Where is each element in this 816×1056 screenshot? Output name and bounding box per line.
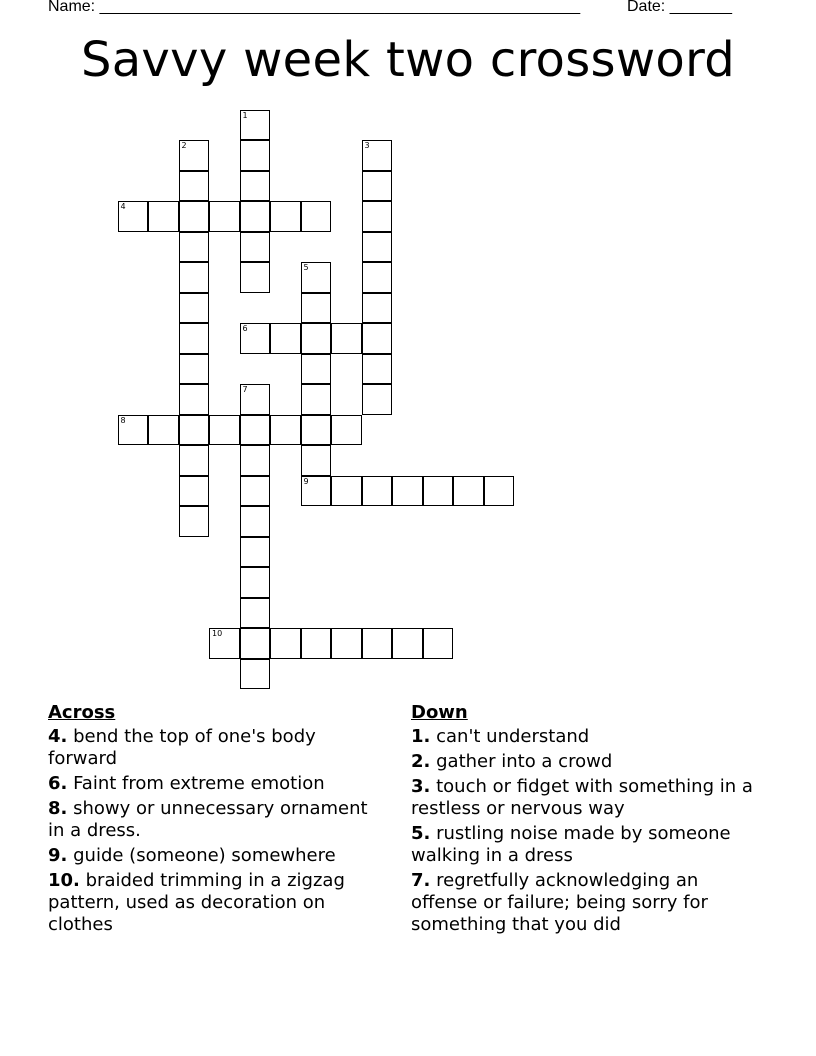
grid-cell[interactable] [209,201,240,232]
grid-cell[interactable] [301,628,332,659]
grid-cell[interactable] [484,476,515,507]
across-clue [48,773,383,795]
clue-number: 5. [411,823,431,844]
clue-number-label: 7 [242,385,248,394]
clue-text: Faint from extreme emotion [73,773,325,794]
grid-cell[interactable] [179,384,210,415]
grid-cell[interactable] [301,384,332,415]
grid-cell[interactable] [392,476,423,507]
clue-text: braided trimming in a zigzag pattern, used as decoration on clothes [48,870,345,935]
clue-text: can't understand [436,726,590,747]
grid-cell[interactable] [301,476,332,507]
clue-text: touch or fidget with something in a restless or nervous way [411,776,753,819]
clue-number-label: 10 [212,629,223,638]
grid-cell[interactable] [240,537,271,568]
grid-cell[interactable] [148,201,179,232]
clue-text: rustling noise made by someone walking in a dress [411,823,731,866]
grid-cell[interactable] [240,140,271,171]
down-clue [411,870,756,936]
clue-number-label: 2 [181,141,187,150]
grid-cell[interactable] [362,354,393,385]
clue-number-label: 9 [303,476,309,486]
across-heading: Across [48,702,116,723]
name-field-line: Name: ______________________________________________________ [48,0,581,15]
grid-cell[interactable] [240,659,271,690]
grid-cell[interactable] [331,628,362,659]
grid-cell[interactable] [179,445,210,476]
clue-text: showy or unnecessary ornament in a dress. [48,798,368,841]
grid-cell[interactable] [179,232,210,263]
down-clue [411,751,756,773]
clue-number-label: 5 [303,263,309,272]
across-clue [48,798,383,842]
grid-cell[interactable] [362,476,393,507]
grid-cell[interactable] [179,293,210,324]
clue-number: 9. [48,845,68,866]
clue-number-label: 3 [364,141,370,150]
across-clue [48,726,383,770]
grid-cell[interactable] [362,323,393,354]
grid-cell[interactable] [392,628,423,659]
grid-cell[interactable] [240,567,271,598]
grid-cell[interactable] [331,415,362,446]
clue-text: guide (someone) somewhere [73,845,336,866]
clue-number-label: 8 [120,415,126,425]
grid-cell[interactable] [331,476,362,507]
clue-number-label: 4 [120,202,126,211]
grid-cell[interactable] [362,201,393,232]
grid-cell[interactable] [270,201,301,232]
grid-cell[interactable] [240,415,271,446]
down-clue [411,776,756,820]
grid-cell[interactable] [362,171,393,202]
clue-number: 1. [411,726,431,747]
grid-cell[interactable] [209,415,240,446]
grid-cell[interactable] [270,323,301,354]
grid-cell[interactable] [240,110,271,141]
grid-cell[interactable] [240,323,271,354]
grid-cell[interactable] [423,476,454,507]
clue-number-label: 6 [242,324,248,333]
grid-cell[interactable] [179,262,210,293]
grid-cell[interactable] [148,415,179,446]
grid-cell[interactable] [301,323,332,354]
grid-cell[interactable] [301,445,332,476]
grid-cell[interactable] [240,262,271,293]
grid-cell[interactable] [240,506,271,537]
grid-cell[interactable] [209,628,240,659]
clue-number: 3. [411,776,431,797]
grid-cell[interactable] [270,628,301,659]
grid-cell[interactable] [301,201,332,232]
grid-cell[interactable] [240,445,271,476]
grid-cell[interactable] [240,628,271,659]
grid-cell[interactable] [179,323,210,354]
across-clues [48,702,383,939]
grid-cell[interactable] [301,262,332,293]
clue-text: gather into a crowd [436,751,613,772]
down-heading: Down [411,702,468,723]
grid-cell[interactable] [240,171,271,202]
grid-cell[interactable] [423,628,454,659]
grid-cell[interactable] [179,415,210,446]
grid-cell[interactable] [179,354,210,385]
grid-cell[interactable] [301,415,332,446]
grid-cell[interactable] [179,506,210,537]
across-clue [48,845,383,867]
grid-cell[interactable] [301,293,332,324]
clue-text: regretfully acknowledging an offense or failure; being sorry for something that you did [411,870,708,935]
grid-cell[interactable] [240,598,271,629]
grid-cell[interactable] [179,476,210,507]
date-field-line: Date: _______ [627,0,732,15]
clue-number: 2. [411,751,431,772]
grid-cell[interactable] [240,232,271,263]
clue-number: 4. [48,726,68,747]
across-clue [48,870,383,936]
grid-cell[interactable] [362,262,393,293]
grid-cell[interactable] [362,293,393,324]
grid-cell[interactable] [331,323,362,354]
grid-cell[interactable] [362,628,393,659]
clue-number: 6. [48,773,68,794]
down-clues [411,702,756,939]
clue-number: 8. [48,798,68,819]
grid-cell[interactable] [240,476,271,507]
down-clue [411,823,756,867]
grid-cell[interactable] [118,201,149,232]
grid-cell[interactable] [453,476,484,507]
grid-cell[interactable] [362,384,393,415]
grid-cell[interactable] [301,354,332,385]
clue-number: 7. [411,870,431,891]
clue-number: 10. [48,870,80,891]
grid-cell[interactable] [118,415,149,446]
clue-number-label: 1 [242,110,248,120]
grid-cell[interactable] [240,384,271,415]
grid-cell[interactable] [179,171,210,202]
grid-cell[interactable] [270,415,301,446]
page-title: Savvy week two crossword [80,32,736,88]
clue-text: bend the top of one's body forward [48,726,316,769]
grid-cell[interactable] [362,232,393,263]
grid-cell[interactable] [362,140,393,171]
grid-cell[interactable] [179,201,210,232]
down-clue [411,726,756,748]
grid-cell[interactable] [240,201,271,232]
grid-cell[interactable] [179,140,210,171]
